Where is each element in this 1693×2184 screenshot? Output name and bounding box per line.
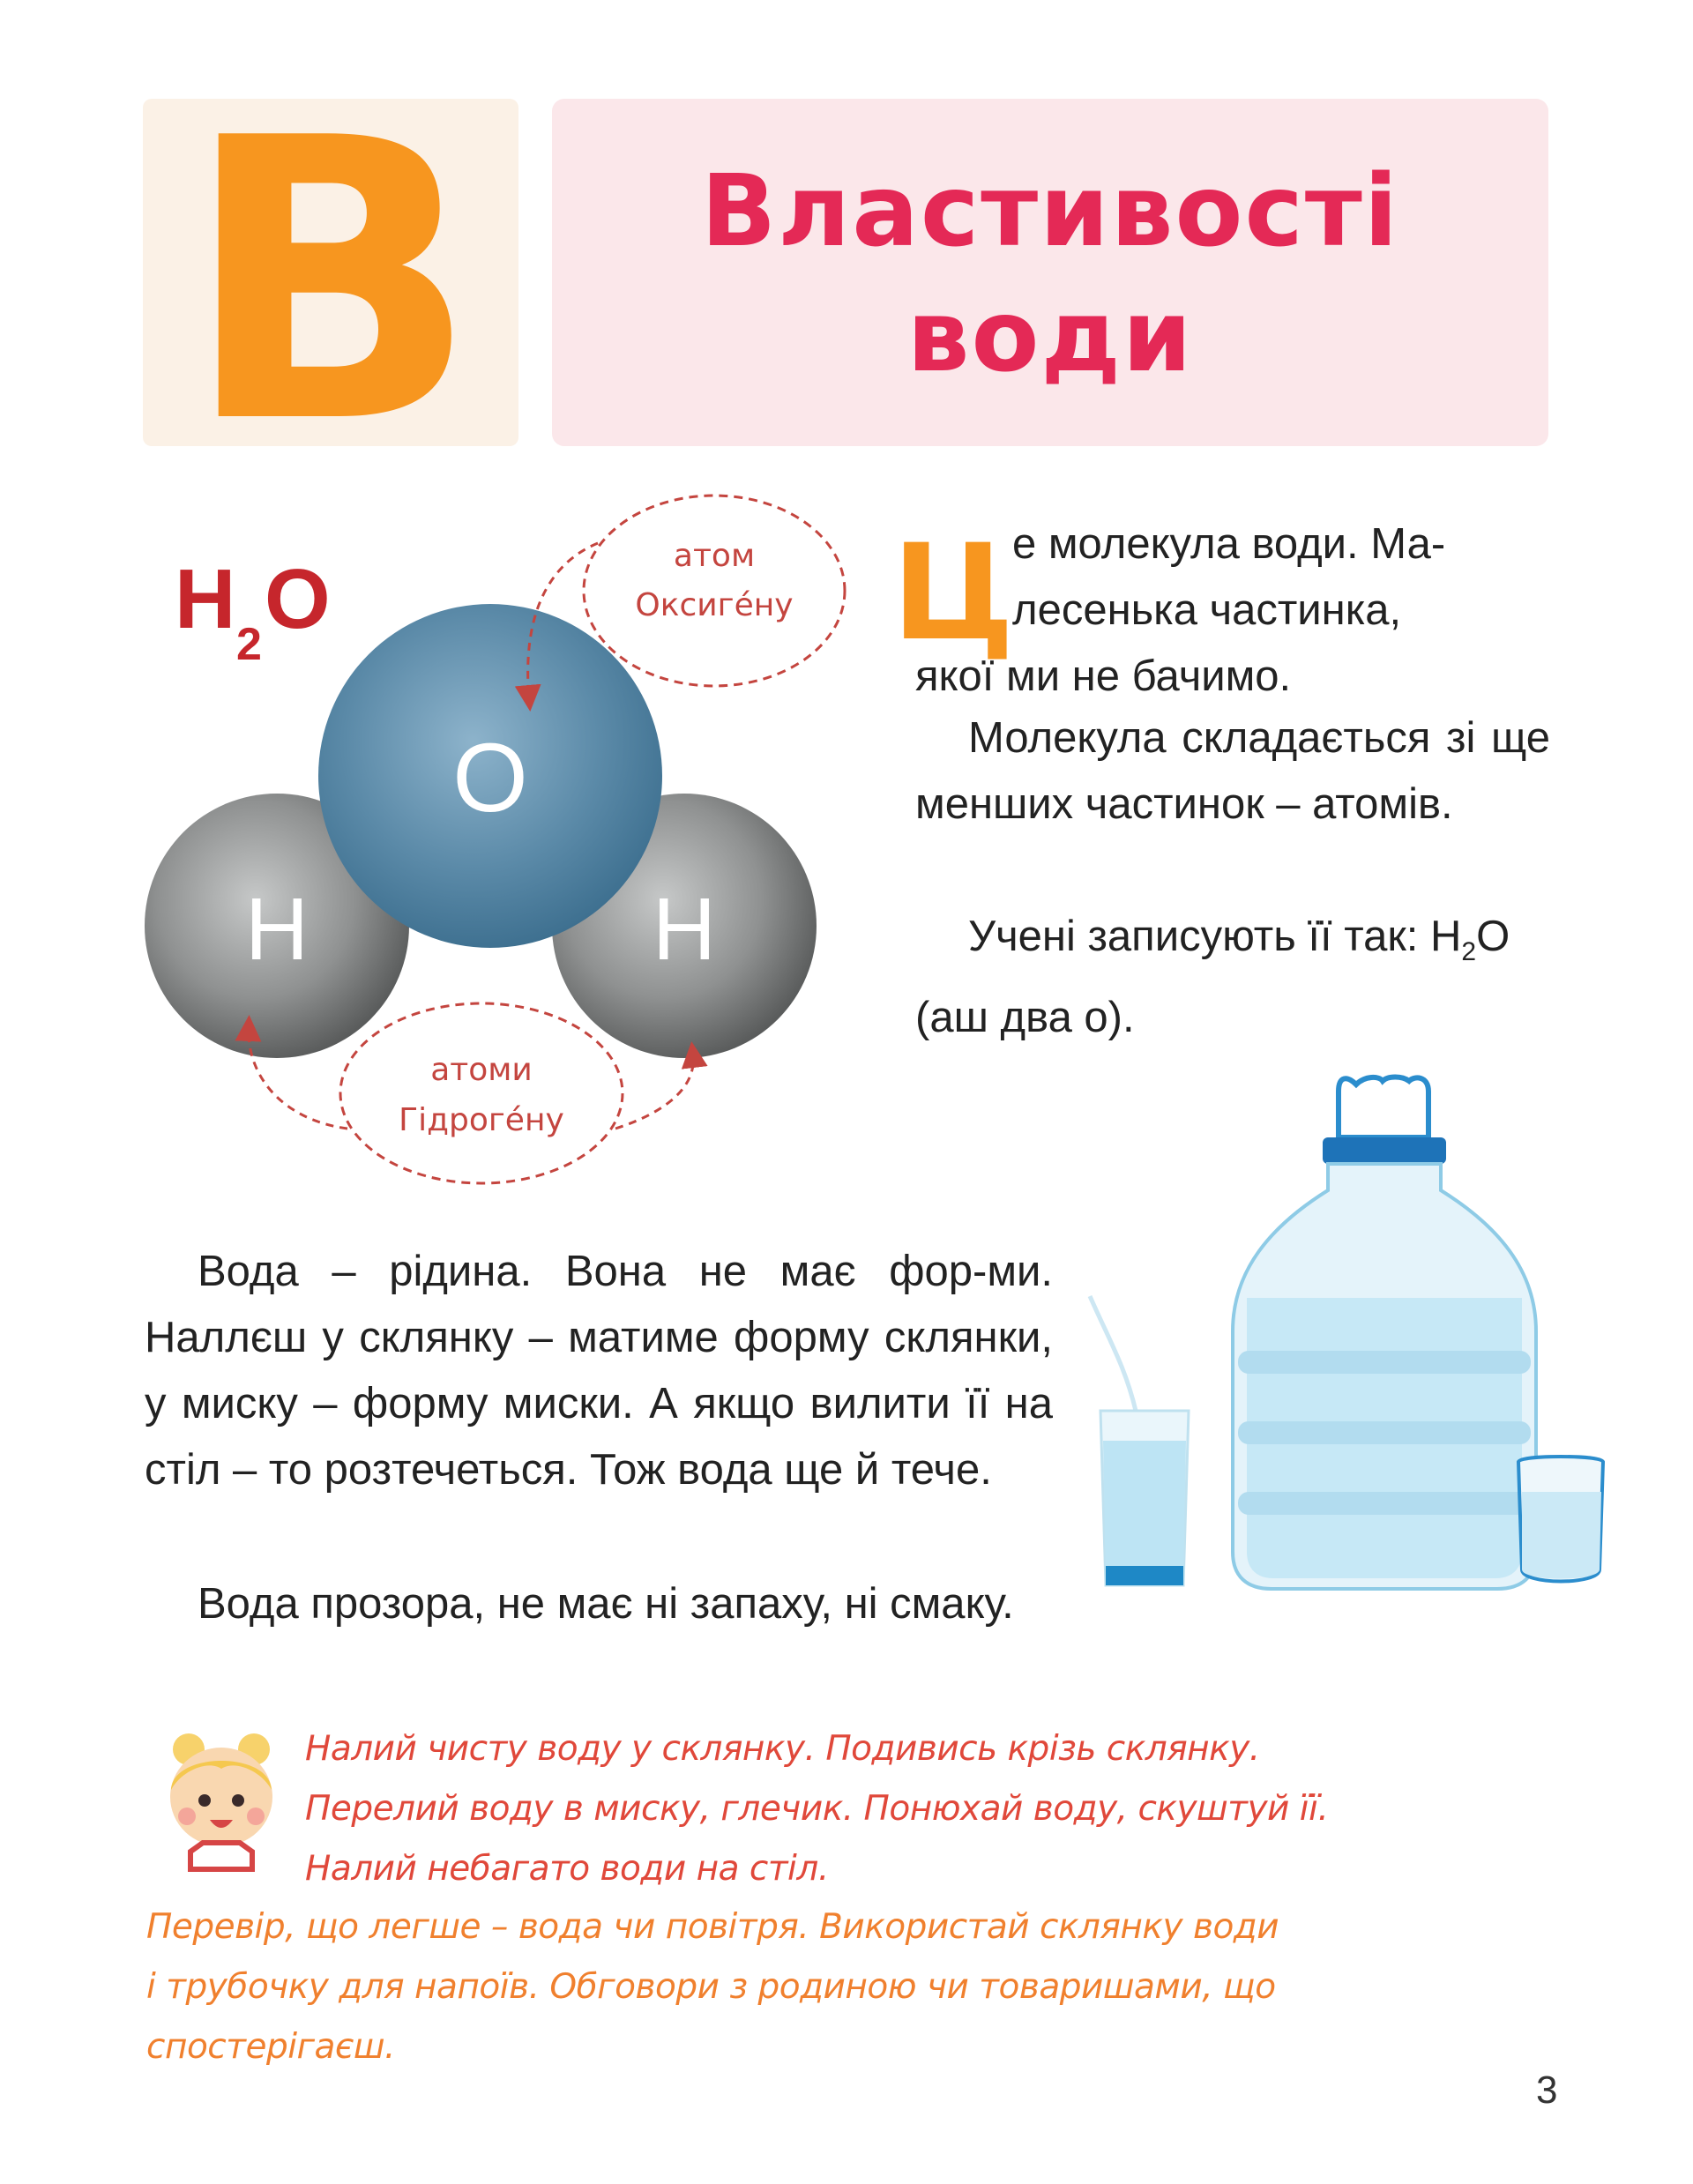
hydrogen-atom-left-label: H xyxy=(244,880,310,979)
bottle-rib-3 xyxy=(1238,1492,1531,1515)
tall-glass-water xyxy=(1103,1441,1186,1585)
intro-paragraph-3: Учені записують її так: $H_2O$ (аш два о). xyxy=(915,913,1510,1041)
activity-line-4: Перевір, що легше – вода чи повітря. Використай склянку води xyxy=(146,1907,1279,1947)
liquid-paragraph-2: Вода прозора, не має ні запаху, ні смаку. xyxy=(198,1580,1014,1628)
formula-o: O xyxy=(265,552,331,646)
chapter-letter: В xyxy=(183,56,479,508)
oxygen-callout-line-2: Оксиге́ну xyxy=(635,587,794,623)
formula-h: H xyxy=(175,552,236,646)
activity-line-6: спостерігаєш. xyxy=(146,2027,395,2067)
liquid-paragraph-1: Вода – рідина. Вона не має фор-ми. Наллєш у склянку – матиме форму склянки, у миску – форму миски. А якщо вилити її на стіл – то розтечеться. Тож вода ще й тече. xyxy=(145,1248,1053,1494)
title-box xyxy=(552,99,1548,446)
girl-avatar-icon xyxy=(146,1728,296,1869)
intro-line-1: е молекула води. Ма- xyxy=(1012,520,1446,568)
bottle-cap xyxy=(1323,1137,1446,1164)
formula-subscript: 2 xyxy=(236,619,262,670)
water-stream xyxy=(1090,1296,1136,1411)
drop-cap-letter: Ц xyxy=(891,517,1015,670)
drop-cap xyxy=(891,517,1015,670)
page-number: 3 xyxy=(1536,2068,1558,2112)
intro-line-2-text: лесенька частинка, xyxy=(1012,586,1402,634)
activity-line-2: Перелий воду в миску, глечик. Понюхай воду, скуштуй її. xyxy=(305,1789,1329,1829)
activity-line-1: Налий чисту воду у склянку. Подивись крізь склянку. xyxy=(305,1729,1260,1769)
hydrogen-callout-line-2: Гідроге́ну xyxy=(399,1102,564,1138)
bottle-rib-2 xyxy=(1238,1421,1531,1444)
intro-line-2 xyxy=(1012,578,1550,644)
activity-line-5: і трубочку для напоїв. Обговори з родиною чи товаришами, що xyxy=(146,1967,1276,2007)
hydrogen-callout-arrow-right xyxy=(615,1055,693,1129)
intro-paragraph-2: Молекула складається зі ще менших частинок – атомів. xyxy=(915,714,1550,828)
activity-line-3: Налий небагато води на стіл. xyxy=(305,1849,829,1889)
oxygen-atom-label: O xyxy=(452,724,528,832)
tall-glass-base xyxy=(1106,1566,1183,1585)
bottle-rib-1 xyxy=(1238,1351,1531,1374)
hydrogen-callout-line-1: атоми xyxy=(430,1052,533,1088)
hydrogen-atom-right-label: H xyxy=(652,880,717,979)
page-title-line-1: Властивості xyxy=(700,154,1400,269)
water-bottle-glasses-illustration xyxy=(1074,1076,1621,1605)
chapter-letter-box xyxy=(143,56,518,508)
page-title-line-2: води xyxy=(906,280,1194,394)
oxygen-callout-line-1: атом xyxy=(673,538,756,574)
short-glass-water xyxy=(1522,1492,1601,1579)
bottle-handle xyxy=(1339,1077,1428,1138)
intro-line-3: якої ми не бачимо. xyxy=(915,652,1292,700)
chapter-letter-graphic xyxy=(143,56,518,508)
water-molecule-illustration xyxy=(132,476,855,1208)
hydrogen-callout-bubble xyxy=(340,1003,623,1183)
